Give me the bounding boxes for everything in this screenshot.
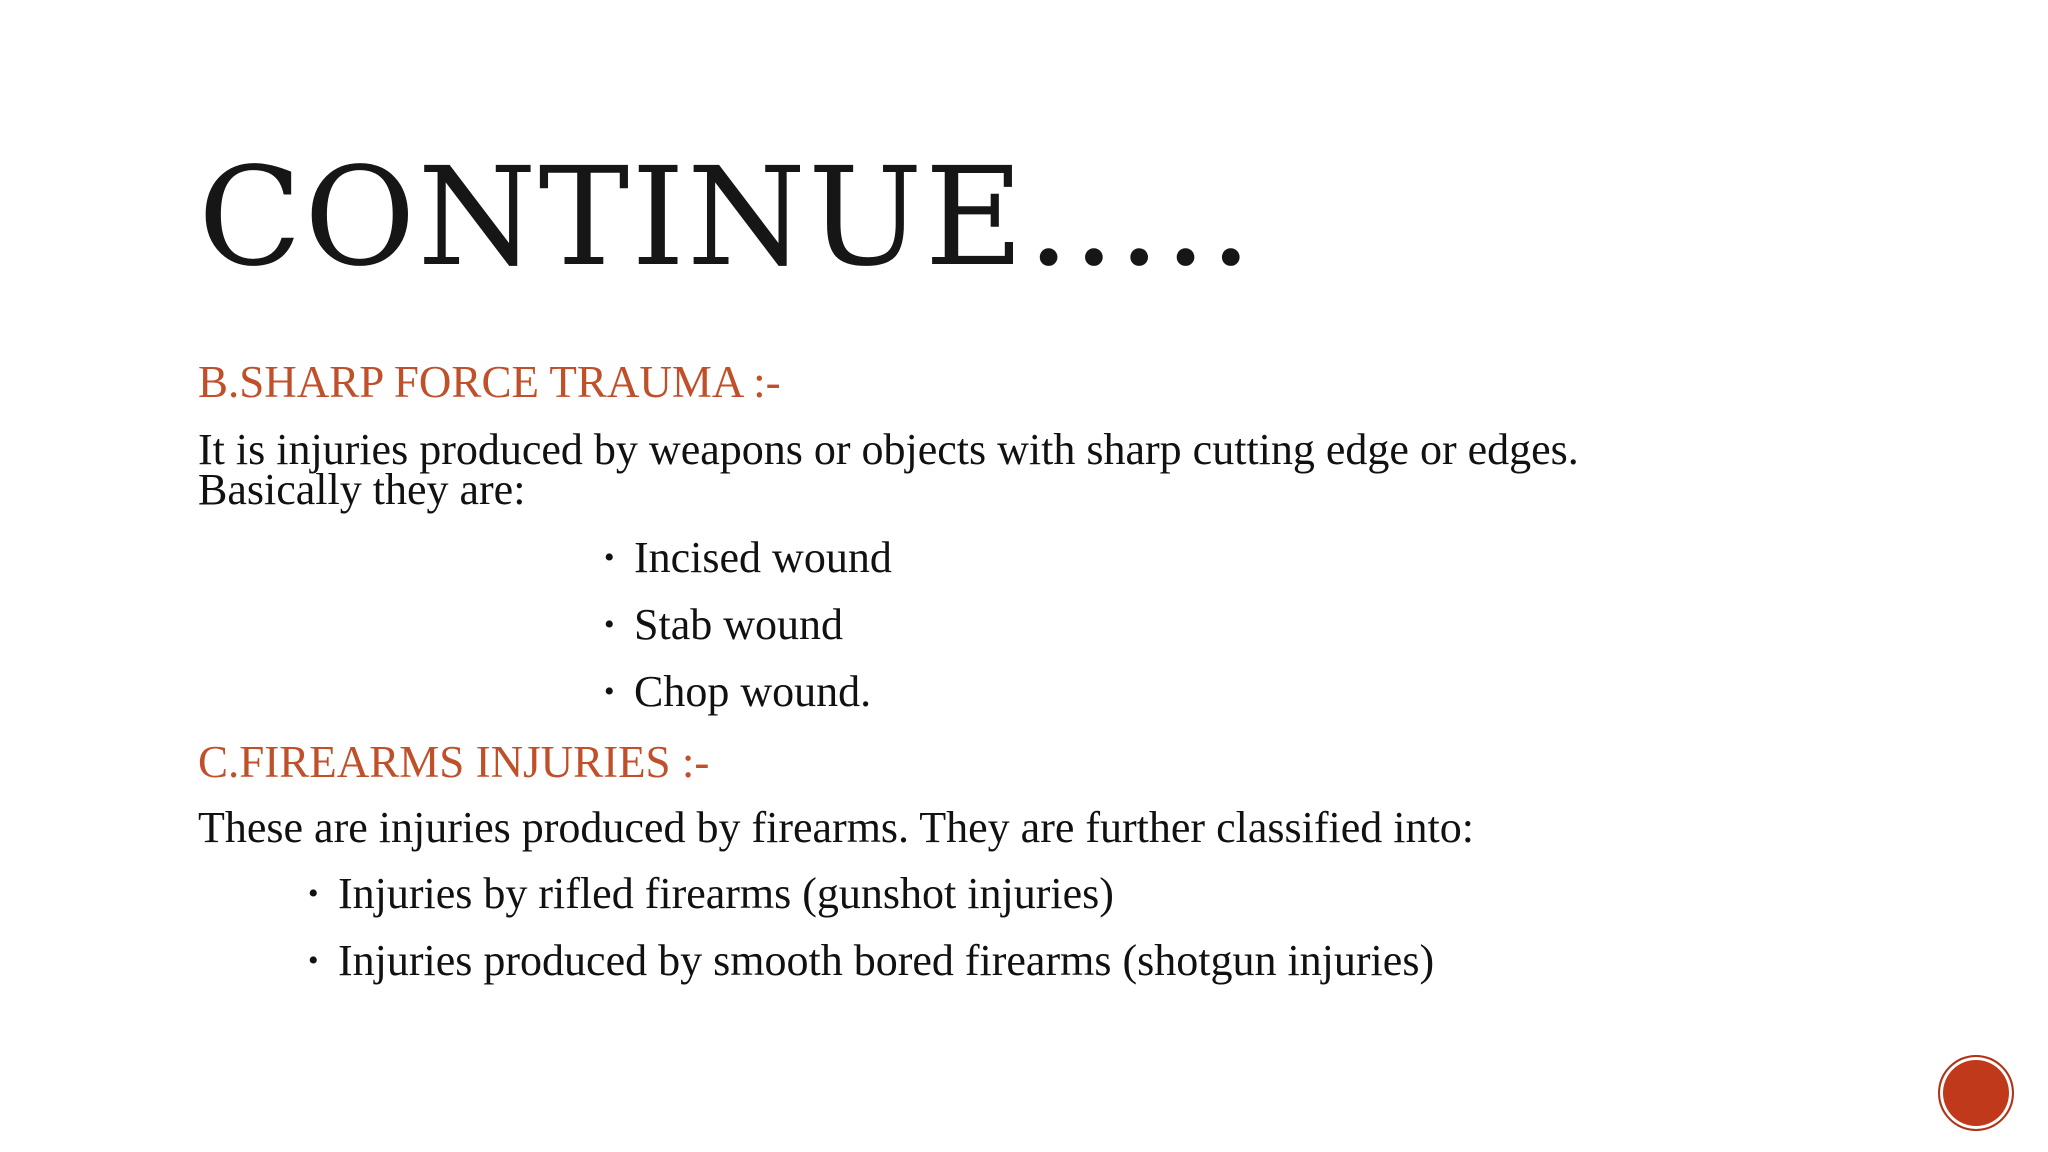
bullet-icon: •	[308, 944, 319, 977]
section-b-heading: B.SHARP FORCE TRAUMA :-	[198, 357, 781, 407]
list-item	[604, 658, 892, 725]
list-item	[604, 591, 892, 658]
list-item	[604, 524, 892, 591]
list-item	[308, 860, 1434, 927]
bullet-icon: •	[604, 608, 615, 641]
list-item-text: Chop wound.	[634, 667, 872, 716]
bullet-icon: •	[604, 675, 615, 708]
bullet-icon: •	[308, 877, 319, 910]
list-item-text: Stab wound	[634, 600, 843, 649]
slide-title: CONTINUE…..	[198, 139, 1255, 297]
list-item-text: Incised wound	[634, 533, 892, 582]
section-c-line-1: These are injuries produced by firearms. They are further classified into:	[198, 803, 1474, 852]
section-b-line-2: Basically they are:	[198, 465, 526, 514]
bullet-icon: •	[604, 541, 615, 574]
section-c-heading: C.FIREARMS INJURIES :-	[198, 737, 710, 787]
section-b-bullet-list	[604, 524, 892, 725]
section-b-line-1: It is injuries produced by weapons or objects with sharp cutting edge or edges.	[198, 425, 1579, 474]
list-item	[308, 927, 1434, 994]
section-c-bullet-list	[308, 860, 1434, 994]
list-item-text: Injuries by rifled firearms (gunshot injuries)	[338, 869, 1114, 918]
list-item-text: Injuries produced by smooth bored firearms (shotgun injuries)	[338, 936, 1435, 985]
circle-button-icon[interactable]	[1938, 1055, 2014, 1131]
